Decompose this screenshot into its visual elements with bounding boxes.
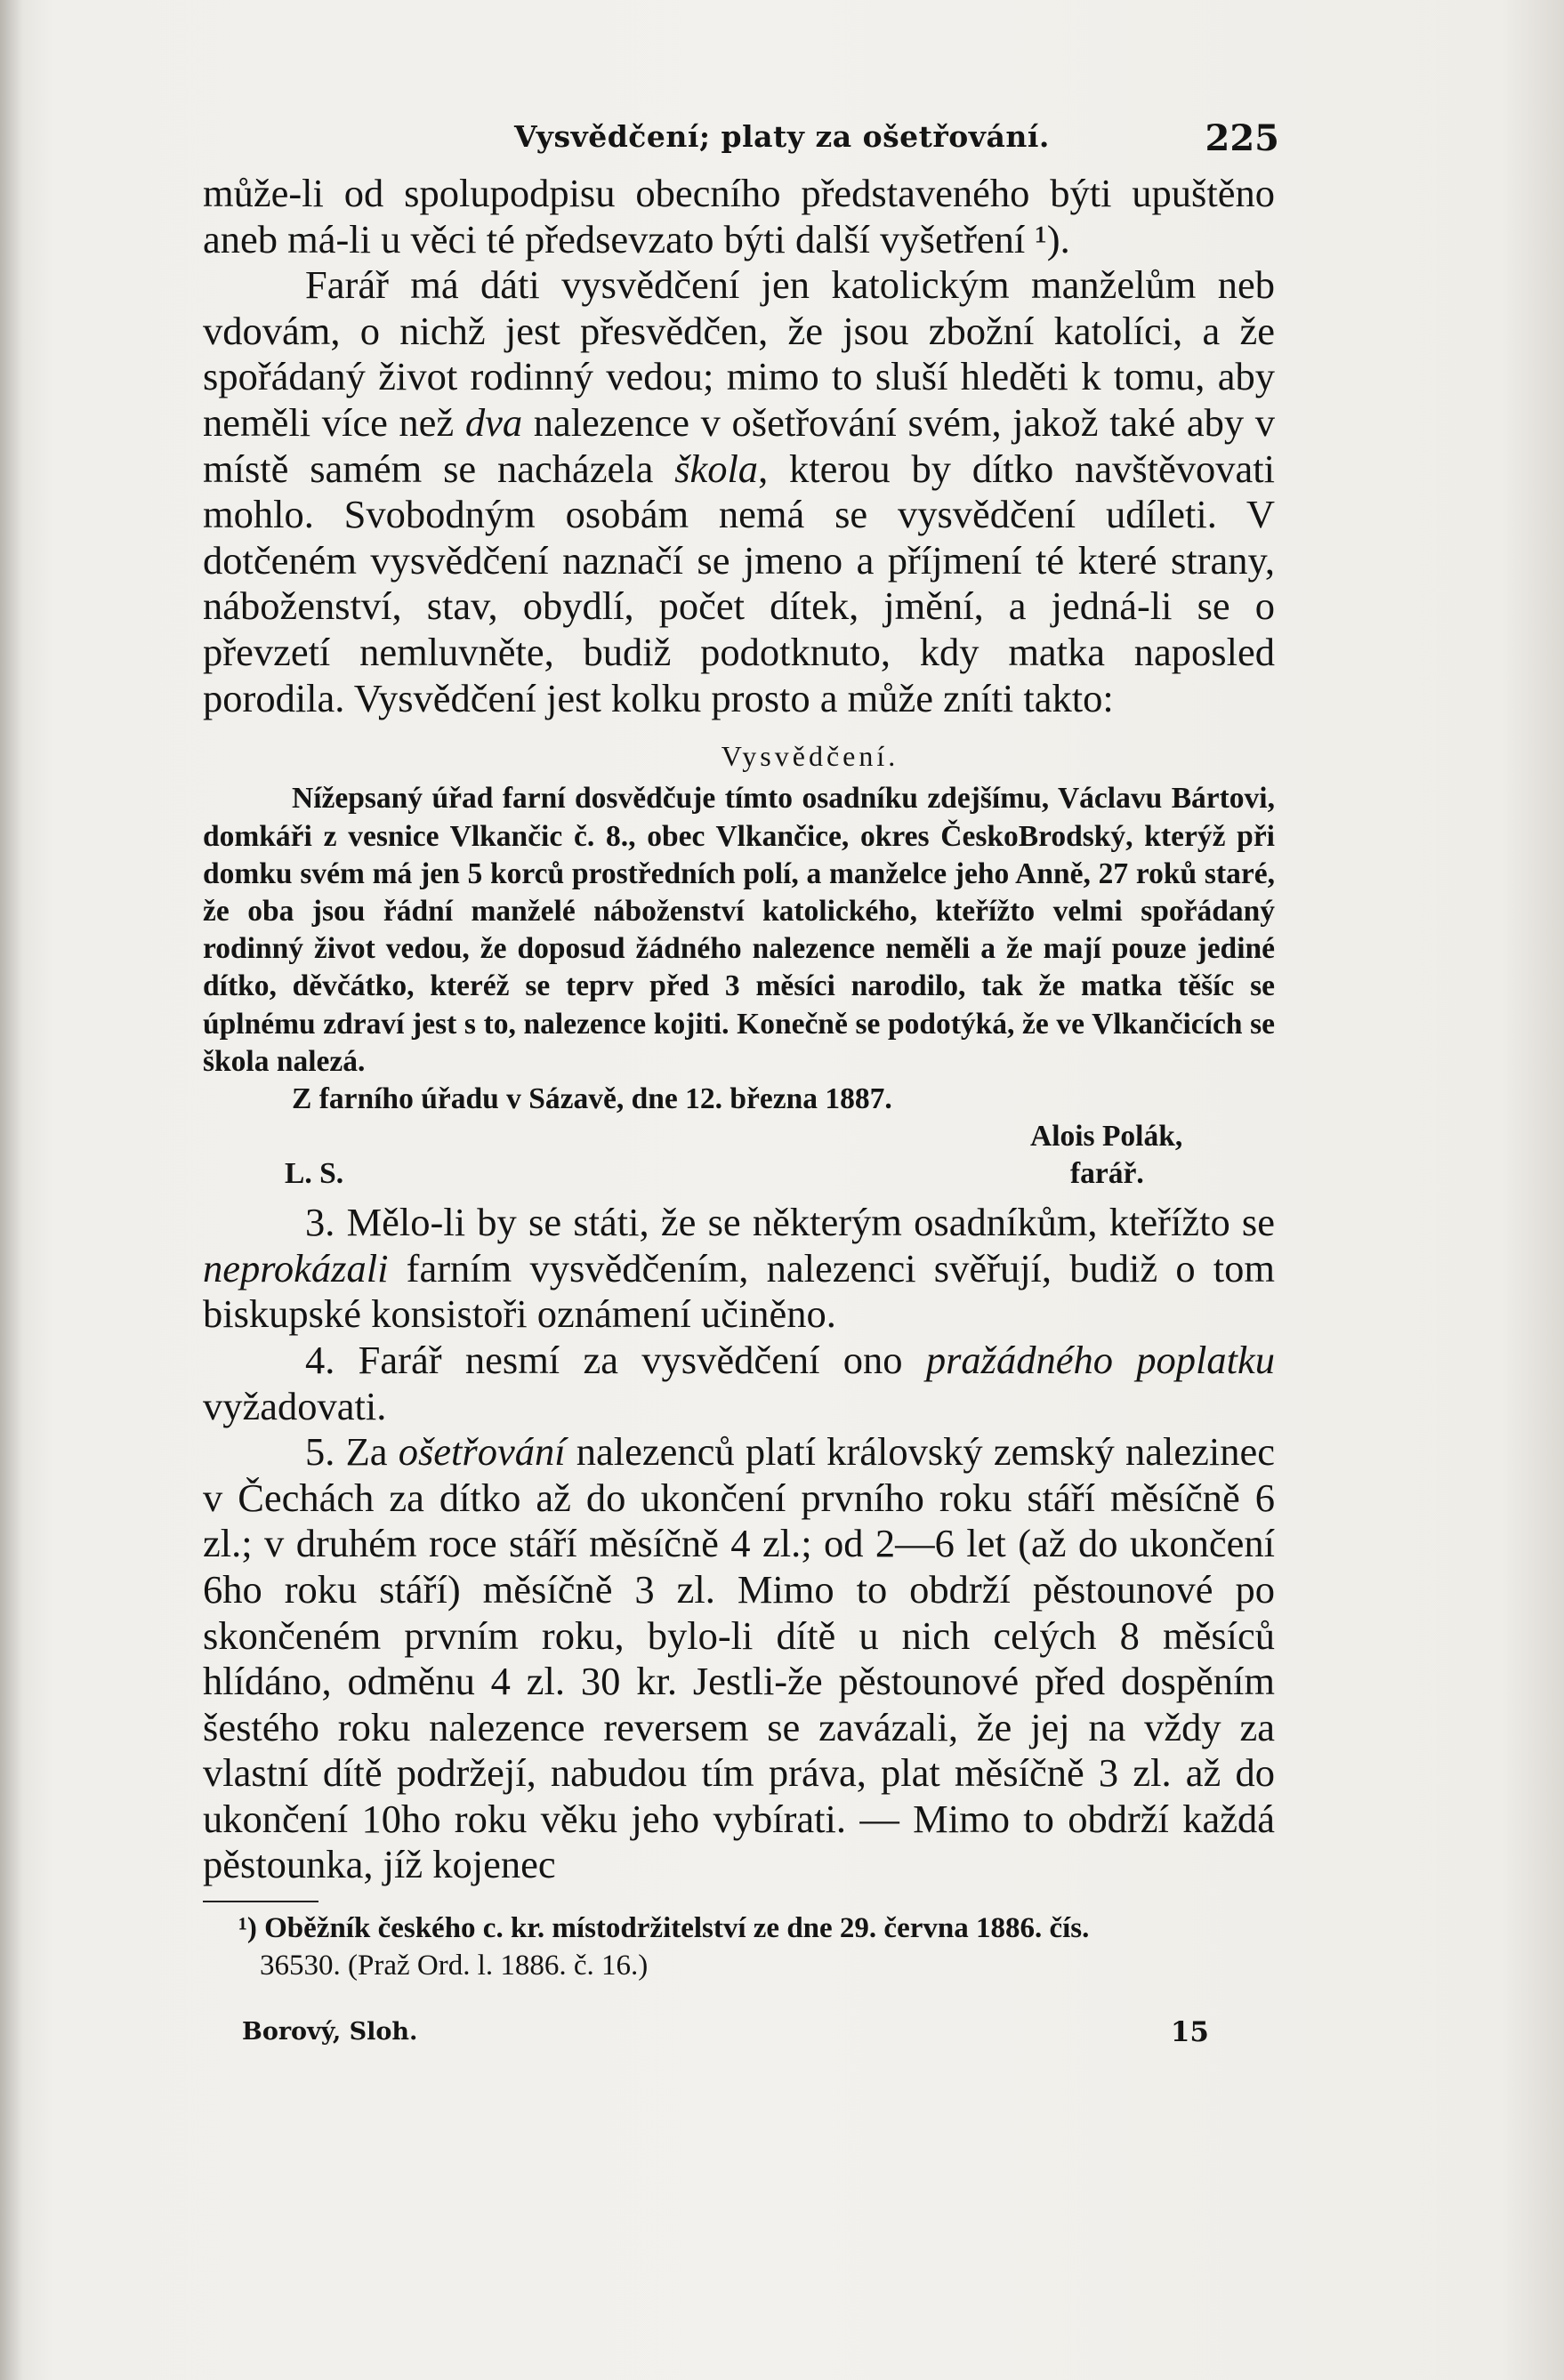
text-column <box>203 107 1279 2062</box>
text-run: nalezenců platí královský zemský nalezinec v Čechách za dítko až do ukončení prvního roku stáří měsíčně 6 zl.; v druhém roce stáří měsíčně 4 zl.; od 2—6 let (až do ukončení 6ho roku stáří) měsíčně 3 zl. Mimo to obdrží pěstounové po skončeném prvním roku, bylo-li dítě u nich celých 8 měsíců hlídáno, odměnu 4 zl. 30 kr. Jestli-že pěstounové před dospěním šestého roku nalezence reversem se zavázali, že jej na vždy za vlastní dítě podržejí, nabudou tím práva, plat měsíčně 3 zl. až do ukončení 10ho roku věku jeho vybírati. — Mimo to obdrží každá pěstounka, jíž kojenec <box>203 1429 1275 1887</box>
paragraph-1: může-li od spolupodpisu obecního představeného býti upuštěno aneb má-li u věci té předsevzato býti další vyšetření ¹). <box>203 171 1275 261</box>
certificate-place-date: Z farního úřadu v Sázavě, dne 12. března 1887. <box>292 1081 892 1115</box>
signer-title: farář. <box>1070 1157 1144 1191</box>
signature-author: Borový, Sloh. <box>242 2018 418 2046</box>
emphasis: ošetřování <box>398 1429 566 1475</box>
point-4 <box>203 1338 1275 1429</box>
certificate-text: Nížepsaný úřad farní dosvědčuje tímto osadníku zdejšímu, Václavu Bártovi, domkáři z vesnice Vlkančic č. 8., obec Vlkančice, okres ČeskoBrodský, kterýž při domku svém má jen 5 korců prostředních polí, a manželce jeho Anně, 27 roků staré, že oba jsou řádní manželé náboženství katolického, kteřížto velmi spořádaný rodinný život vedou, že doposud žádného nalezence neměli a že mají pouze jediné dítko, děvčátko, kteréž se teprv před 3 měsíci narodilo, tak že matka těšíc se úplnému zdraví jest s to, nalezence kojiti. Konečně se podotýká, že ve Vlkančicích se škola nalezá. <box>203 782 1275 1078</box>
paragraph-2 <box>203 262 1275 721</box>
text-run: , kterou by dítko navštěvovati mohlo. Svobodným osobám nemá se vysvědčení udíleti. V dotčeném vysvědčení naznačí se jmeno a příjmení té které strany, náboženství, stav, obydlí, počet dítek, jmění, a jedná-li se o převzetí nemluvněte, budiž podotknuto, kdy matka naposled porodila. Vysvědčení jest kolku prosto a může zníti takto: <box>203 446 1275 720</box>
footnote <box>203 1910 1275 1984</box>
main-text <box>203 171 1275 721</box>
seal-mark: L. S. <box>285 1157 344 1191</box>
signature-sheet-number: 15 <box>1170 2016 1209 2049</box>
numbered-points <box>203 1200 1275 1888</box>
footnote-line-2: 36530. (Praž Ord. l. 1886. č. 16.) <box>260 1950 649 1982</box>
emphasis: pražádného poplatku <box>925 1337 1275 1382</box>
text-run: 3. Mělo-li by se státi, že se některým osadníkům, kteřížto se <box>305 1200 1275 1245</box>
text-run: Farář má dáti vysvědčení jen katolickým manželům neb vdovám, o nichž jest přesvědčen, že jsou zbožní katolíci, a že spořádaný život rodinný vedou; mimo to sluší hleděti k tomu, aby neměli více než <box>203 262 1275 445</box>
text-run: 5. Za <box>305 1429 399 1475</box>
signer-name: Alois Polák, <box>1030 1120 1183 1154</box>
printer-signature-line <box>203 2018 1275 2062</box>
text-run: vyžadovati. <box>203 1383 387 1428</box>
emphasis: dva <box>464 399 523 445</box>
certificate-sample <box>203 737 1275 1193</box>
text-run: farním vysvědčením, nalezenci svěřují, budiž o tom biskupské konsistoři oznámení učiněno. <box>203 1245 1275 1337</box>
certificate-seal-row <box>203 1155 1275 1193</box>
running-title: Vysvědčení; platy za ošetřování. <box>514 119 1050 154</box>
page-number: 225 <box>1205 117 1279 159</box>
point-5 <box>203 1429 1275 1888</box>
emphasis: škola <box>674 446 759 491</box>
certificate-title: Vysvědčení. <box>721 740 899 773</box>
text-run: 4. Farář nesmí za vysvědčení ono <box>305 1337 926 1382</box>
certificate-signer-row <box>203 1118 1275 1155</box>
point-3 <box>203 1200 1275 1338</box>
emphasis: neprokázali <box>203 1245 389 1291</box>
text-run: nalezence v ošetřování svém, jakož také aby v místě samém se nacházela <box>203 399 1276 491</box>
footnote-line-1: ¹) Oběžník českého c. kr. místodržitelství ze dne 29. června 1886. čís. <box>238 1912 1090 1945</box>
running-header <box>203 107 1279 171</box>
footnote-divider <box>203 1901 318 1902</box>
